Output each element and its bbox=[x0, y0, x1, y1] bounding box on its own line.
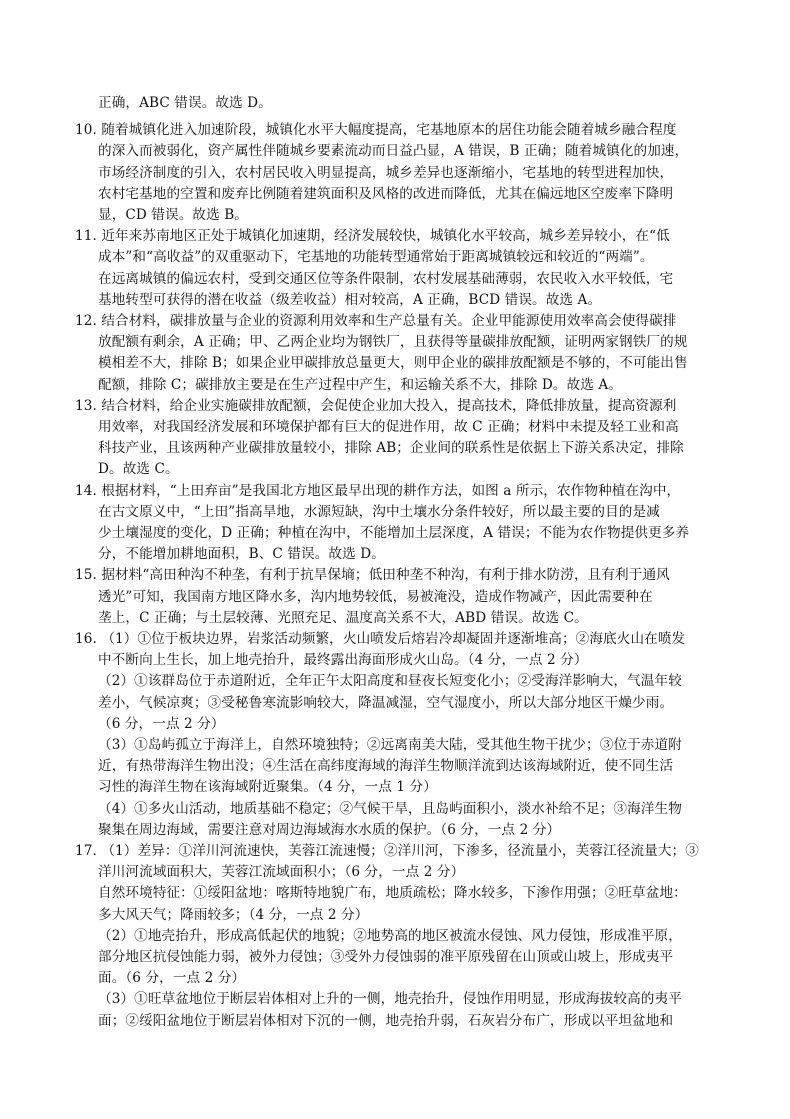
text-line: 放配额有剩余，A 正确；甲、乙两企业均为钢铁厂，且获得等量碳排放配额，证明两家钢铁厂的规 bbox=[98, 334, 688, 350]
text-line: 成本”和“高收益”的双重驱动下，宅基地的功能转型通常始于距离城镇较远和较近的“两端”。 bbox=[98, 249, 654, 265]
text-line: 部分地区抗侵蚀能力弱，被外力侵蚀；③受外力侵蚀弱的准平原残留在山顶或山坡上，形成夷平 bbox=[98, 949, 674, 965]
text-line: 垄上，C 正确；与土层较薄、光照充足、温度高关系不大，ABD 错误。故选 C。 bbox=[98, 610, 588, 626]
text-line: 近，有热带海洋生物出没；④生活在高纬度海域的海洋生物顺洋流到达该海域附近，使不同生活 bbox=[98, 758, 674, 774]
answer-11-line: 11. 近年来苏南地区正处于城镇化加速期，经济发展较快，城镇化水平较高，城乡差异较小，在“低 bbox=[75, 228, 670, 244]
answer-15-line: 15. 据材料“高田种沟不种垄，有利于抗旱保墒；低田种垄不种沟，有利于排水防涝，且有利于通风 bbox=[75, 567, 670, 583]
text-line: 在古文原义中，“上田”指高旱地，水源短缺，沟中土壤水分条件较好，所以最主要的目的是减 bbox=[98, 504, 660, 520]
text-line: 多大风天气；降雨较多；（4 分，一点 2 分） bbox=[98, 907, 369, 923]
text-line: （6 分，一点 2 分） bbox=[98, 716, 225, 732]
text-line: 聚集在周边海域，需要注意对周边海域海水水质的保护。（6 分，一点 2 分） bbox=[98, 822, 561, 838]
answer-17-line: 17. （1）差异：①洋川河流速快，芙蓉江流速慢；②洋川河，下渗多，径流量小，芙蓉江径流量大；③ bbox=[75, 843, 699, 859]
text-line: 洋川河流域面积大，芙蓉江流域面积小；（6 分，一点 2 分） bbox=[98, 864, 465, 880]
text-line: 差小，气候凉爽；③受秘鲁寒流影响较大，降温减湿，空气湿度小，所以大部分地区干燥少雨。 bbox=[98, 695, 674, 711]
text-line: 自然环境特征：①绥阳盆地：喀斯特地貌广布，地质疏松；降水较多，下渗作用强；②旺草盆地： bbox=[98, 885, 687, 901]
text-line: 模相差不大，排除 B；如果企业甲碳排放总量更大，则甲企业的碳排放配额是不够的，不可能出售 bbox=[98, 355, 688, 371]
answer-16-4-line: （4）①多火山活动，地质基础不稳定；②气候干旱，且岛屿面积小，淡水补给不足；③海洋生物 bbox=[98, 801, 682, 817]
answer-10-line: 10. 随着城镇化进入加速阶段，城镇化水平大幅度提高，宅基地原本的居住功能会随着城乡融合程度 bbox=[75, 122, 677, 138]
text-line: 分，不能增加耕地面积，B、C 错误。故选 D。 bbox=[98, 546, 385, 562]
text-line: 配额，排除 C；碳排放主要是在生产过程中产生，和运输关系不大，排除 D。故选 A。 bbox=[98, 377, 622, 393]
answer-17-3-line: （3）①旺草盆地位于断层岩体相对上升的一侧，地壳抬升，侵蚀作用明显，形成海拔较高的夷平 bbox=[98, 991, 682, 1007]
answer-12-line: 12. 结合材料，碳排放量与企业的资源利用效率和生产总量有关。企业甲能源使用效率高会使得碳排 bbox=[75, 313, 677, 329]
text-line: 中不断向上生长，加上地壳抬升，最终露出海面形成火山岛。（4 分，一点 2 分） bbox=[98, 652, 588, 668]
text-line: 用效率，对我国经济发展和环境保护都有巨大的促进作用，故 C 正确；材料中未提及轻工业和高 bbox=[98, 419, 679, 435]
text-line: 科技产业，且该两种产业碳排放量较小，排除 AB；企业间的联系性是依据上下游关系决定，排除 bbox=[98, 440, 684, 456]
answer-16-line: 16. （1）①位于板块边界，岩浆活动频繁，火山喷发后熔岩冷却凝固并逐渐堆高；②海底火山在喷发 bbox=[75, 631, 686, 647]
answer-13-line: 13. 结合材料，给企业实施碳排放配额，会促使企业加大投入，提高技术，降低排放量，提高资源利 bbox=[75, 398, 677, 414]
answer-16-2-line: （2）①该群岛位于赤道附近，全年正午太阳高度和昼夜长短变化小；②受海洋影响大，气温年较 bbox=[98, 673, 682, 689]
text-line: 透光”可知，我国南方地区降水多，沟内地势较低，易被淹没，造成作物减产，因此需要种在 bbox=[98, 589, 653, 605]
text-line: 面；②绥阳盆地位于断层岩体相对下沉的一侧，地壳抬升弱，石灰岩分布广，形成以平坦盆地和 bbox=[98, 1013, 674, 1029]
text-line: D。故选 C。 bbox=[98, 461, 179, 477]
text-line: 基地转型可获得的潜在收益（级差收益）相对较高，A 正确，BCD 错误。故选 A。 bbox=[98, 292, 602, 308]
text-line: 正确，ABC 错误。故选 D。 bbox=[98, 95, 272, 111]
answer-17-2-line: （2）①地壳抬升，形成高低起伏的地貌；②地势高的地区被流水侵蚀、风力侵蚀，形成准平原， bbox=[98, 928, 682, 944]
text-line: 在远离城镇的偏远农村，受到交通区位等条件限制，农村发展基础薄弱，农民收入水平较低，宅 bbox=[98, 271, 674, 287]
answer-14-line: 14. 根据材料，“上田弃亩”是我国北方地区最早出现的耕作方法，如图 a 所示，农作物种植在沟中， bbox=[75, 483, 681, 499]
text-line: 显，CD 错误。故选 B。 bbox=[98, 207, 248, 223]
text-line: 市场经济制度的引入，农村居民收入明显提高，城乡差异也逐渐缩小，宅基地的转型进程加快， bbox=[98, 165, 674, 181]
text-line: 习性的海洋生物在该海域附近聚集。（4 分，一点 1 分） bbox=[98, 779, 437, 795]
answer-16-3-line: （3）①岛屿孤立于海洋上，自然环境独特；②远离南美大陆，受其他生物干扰少；③位于赤道附 bbox=[98, 737, 682, 753]
text-line: 的深入而被弱化，资产属性伴随城乡要素流动而日益凸显，A 错误，B 正确；随着城镇化的加速， bbox=[98, 143, 689, 159]
text-line: 农村宅基地的空置和废弃比例随着建筑面积及风格的改进而降低，尤其在偏远地区空废率下降明 bbox=[98, 186, 674, 202]
text-line: 少土壤湿度的变化，D 正确；种植在沟中，不能增加土层深度，A 错误；不能为农作物提供更多养 bbox=[98, 525, 690, 541]
text-line: 面。（6 分，一点 2 分） bbox=[98, 970, 246, 986]
